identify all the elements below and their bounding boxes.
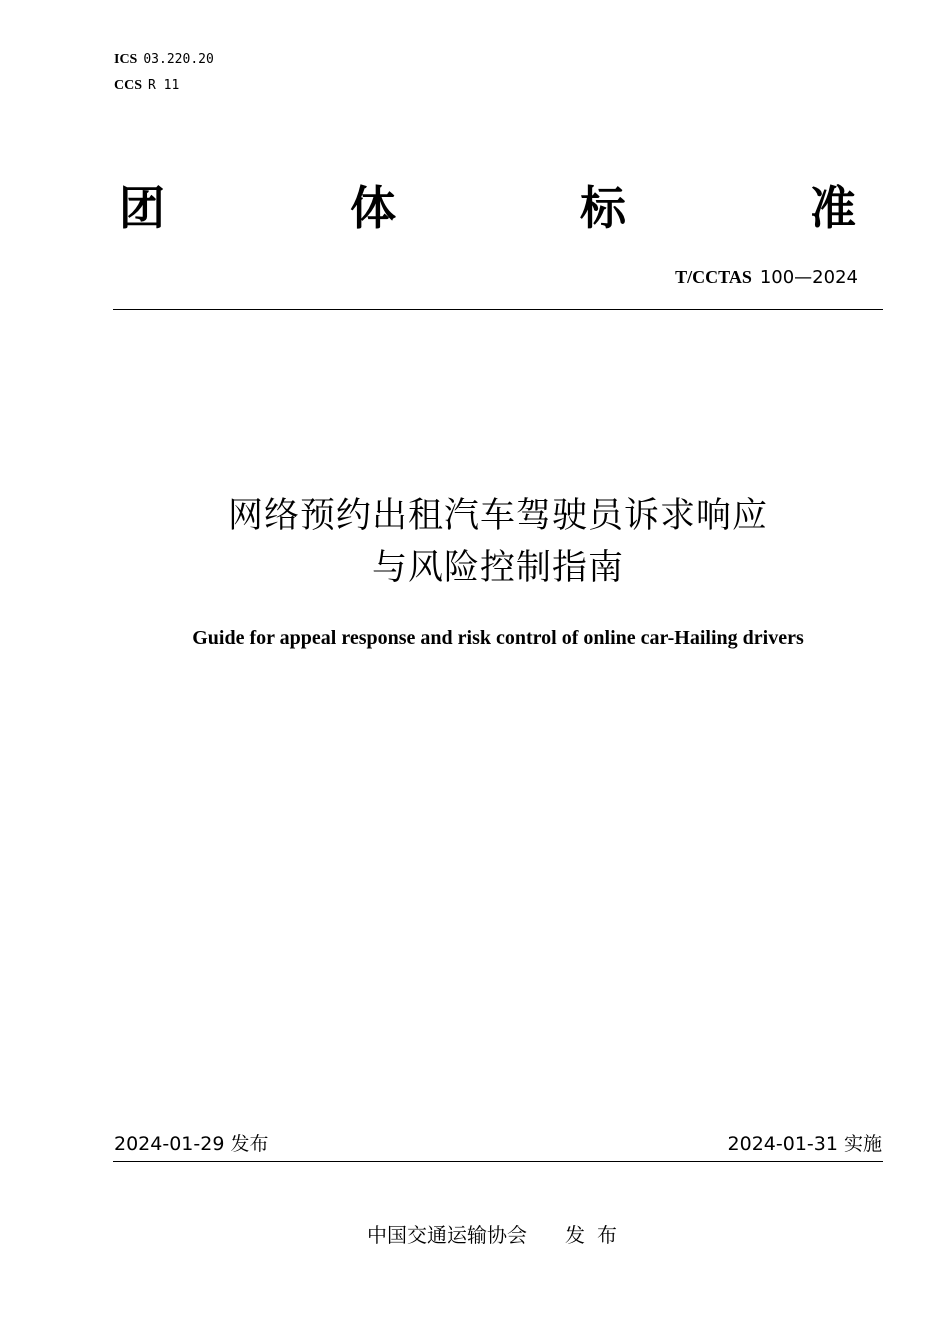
header-char-3: 标 bbox=[580, 181, 626, 235]
standard-number bbox=[675, 266, 858, 289]
ccs-label: CCS bbox=[114, 78, 143, 93]
standard-code: 100—2024 bbox=[759, 267, 858, 288]
ccs-classification bbox=[114, 76, 179, 95]
header-char-1: 团 bbox=[119, 181, 165, 235]
title-zh-line-1: 网络预约出租汽车驾驶员诉求响应 bbox=[227, 496, 768, 536]
publisher-org: 中国交通运输协会 bbox=[367, 1223, 527, 1247]
ics-classification bbox=[114, 50, 214, 69]
publisher bbox=[0, 1222, 950, 1248]
top-divider bbox=[113, 309, 883, 310]
implementation-date: 2024-01-31 实施 bbox=[727, 1133, 882, 1155]
title-zh-line-2: 与风险控制指南 bbox=[371, 548, 624, 588]
ics-value: 03.220.20 bbox=[143, 52, 214, 67]
ccs-value: R 11 bbox=[148, 78, 180, 93]
bottom-divider bbox=[113, 1161, 883, 1162]
standard-prefix: T/CCTAS bbox=[675, 267, 752, 287]
header-char-4: 准 bbox=[810, 181, 856, 235]
title-en: Guide for appeal response and risk control of online car-Hailing drivers bbox=[192, 627, 804, 649]
issue-date: 2024-01-29 发布 bbox=[114, 1133, 269, 1155]
ics-label: ICS bbox=[114, 52, 138, 67]
header-char-2: 体 bbox=[350, 181, 396, 235]
publisher-action: 发布 bbox=[565, 1223, 629, 1247]
